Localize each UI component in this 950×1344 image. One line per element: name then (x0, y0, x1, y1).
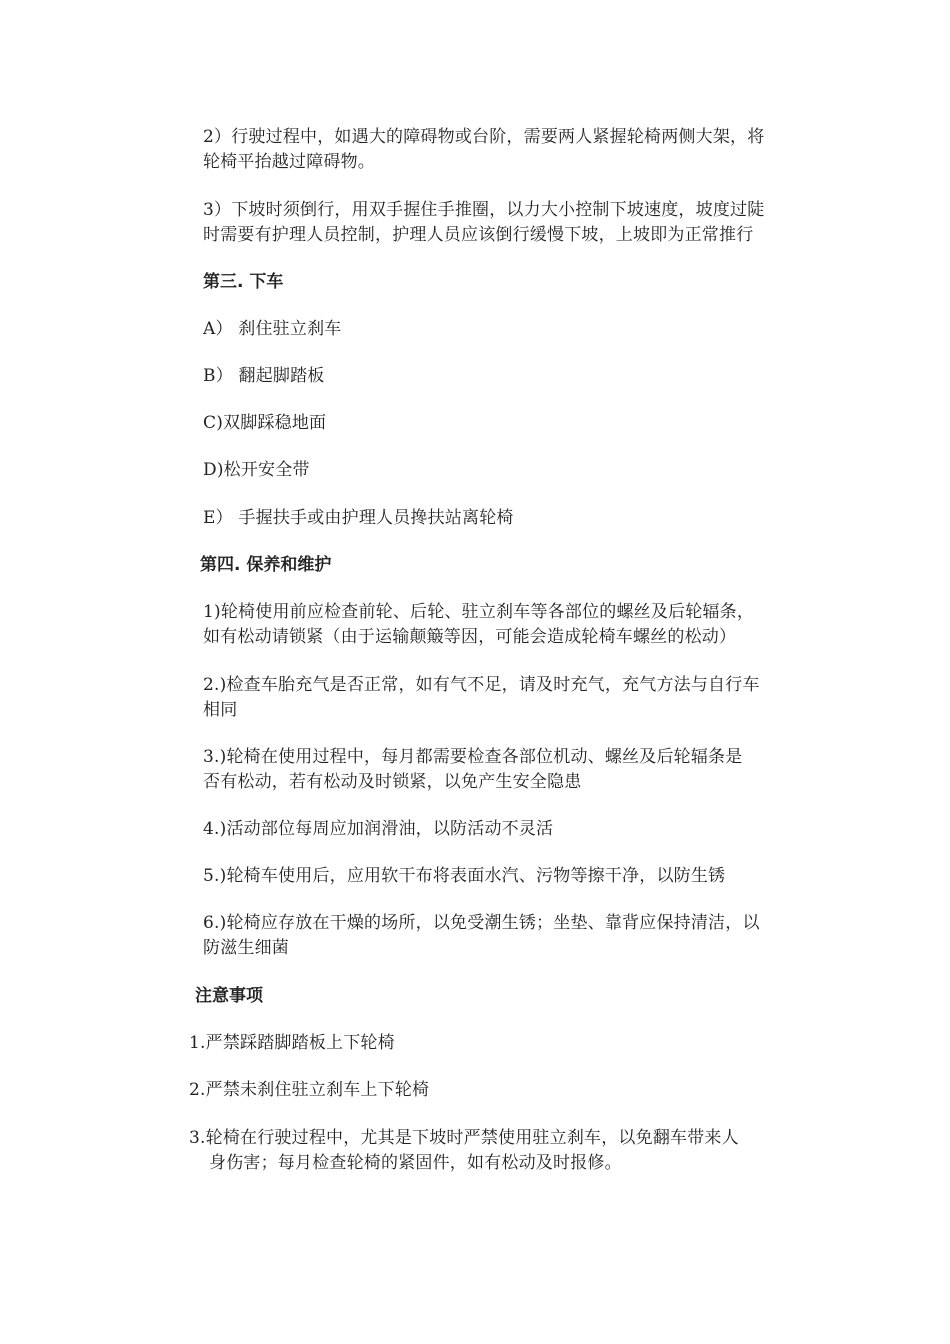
section-4-item-1-line-1: 1)轮椅使用前应检查前轮、后轮、驻立刹车等各部位的螺丝及后轮辐条， (203, 602, 755, 622)
paragraph-3-line-2: 时需要有护理人员控制，护理人员应该倒行缓慢下坡，上坡即为正常推行 (203, 225, 754, 245)
notes-item-2: 2.严禁未刹住驻立刹车上下轮椅 (189, 1080, 430, 1100)
notes-item-1: 1.严禁踩踏脚踏板上下轮椅 (189, 1033, 395, 1053)
section-4-item-5: 5.)轮椅车使用后，应用软干布将表面水汽、污物等擦干净，以防生锈 (203, 866, 726, 886)
section-4-item-3-line-2: 否有松动，若有松动及时锁紧，以免产生安全隐患 (203, 772, 582, 792)
paragraph-2-line-2: 轮椅平抬越过障碍物。 (203, 152, 375, 172)
section-4-item-2-line-2: 相同 (203, 700, 238, 720)
notes-item-3-line-2: 身伤害；每月检查轮椅的紧固件，如有松动及时报修。 (209, 1153, 622, 1173)
section-3-item-d: D)松开安全带 (203, 460, 310, 480)
section-3-item-b: B） 翻起脚踏板 (203, 366, 325, 386)
section-4-item-6-line-2: 防滋生细菌 (203, 938, 289, 958)
section-3-item-e: E） 手握扶手或由护理人员搀扶站离轮椅 (203, 508, 514, 528)
paragraph-3-line-1: 3）下坡时须倒行，用双手握住手推圈，以力大小控制下坡速度，坡度过陡 (203, 200, 765, 220)
section-4-item-2-line-1: 2.)检查车胎充气是否正常，如有气不足，请及时充气，充气方法与自行车 (203, 675, 760, 695)
section-3-item-c: C)双脚踩稳地面 (203, 413, 327, 433)
section-4-item-4: 4.)活动部位每周应加润滑油，以防活动不灵活 (203, 819, 554, 839)
section-4-item-6-line-1: 6.)轮椅应存放在干燥的场所，以免受潮生锈；坐垫、靠背应保持清洁，以 (203, 913, 760, 933)
notes-item-3-line-1: 3.轮椅在行驶过程中，尤其是下坡时严禁使用驻立刹车，以免翻车带来人 (189, 1128, 739, 1148)
section-4-item-1-line-2: 如有松动请锁紧（由于运输颠簸等因，可能会造成轮椅车螺丝的松动） (203, 627, 737, 647)
notes-heading: 注意事项 (195, 986, 263, 1006)
section-4-item-3-line-1: 3.)轮椅在使用过程中，每月都需要检查各部位机动、螺丝及后轮辐条是 (203, 747, 743, 767)
paragraph-2-line-1: 2）行驶过程中，如遇大的障碍物或台阶，需要两人紧握轮椅两侧大架，将 (203, 127, 765, 147)
section-4-heading: 第四. 保养和维护 (200, 555, 332, 575)
section-3-heading: 第三. 下车 (203, 272, 284, 292)
section-3-item-a: A） 刹住驻立刹车 (203, 319, 342, 339)
